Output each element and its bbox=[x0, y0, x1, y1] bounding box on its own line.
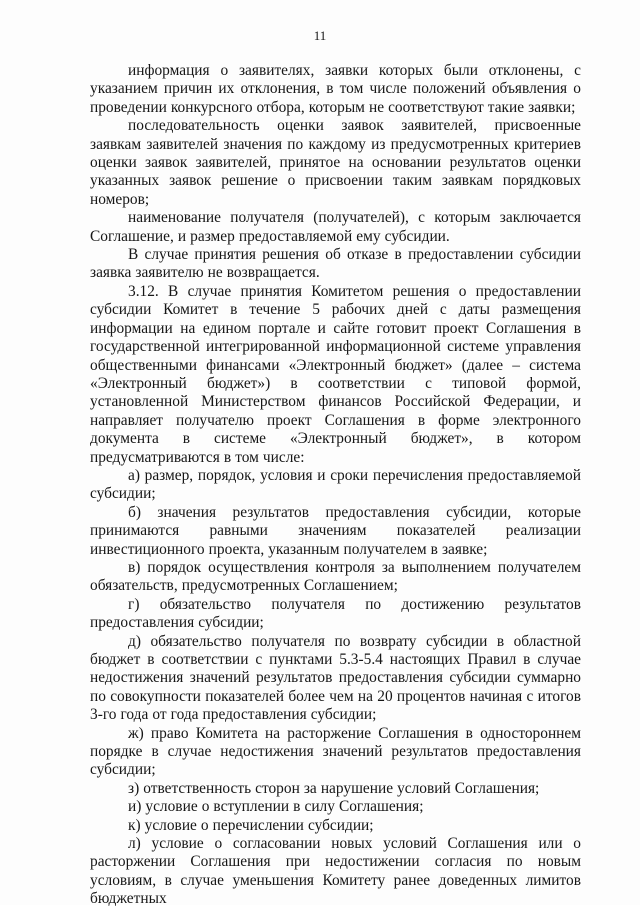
list-item-k: к) условие о перечислении субсидии; bbox=[128, 816, 374, 834]
paragraph-section-3-12: 3.12. В случае принятия Комитетом решения о предоставлении субсидии Комитет в течение 5 рабочих дней с даты размещения информации на едином портале и сайте готовит проект Соглашения в государственной интегрированной информационной системе управления общественными финансами «Электронный бюджет» (далее – система «Электронный бюджет») в соответствии с типовой формой, установленной Министерством финансов Российской Федерации, и направляет получателю проект Соглашения в форме электронного документа в системе «Электронный бюджет», в котором предусматриваются в том числе: bbox=[90, 282, 581, 466]
list-item-z: з) ответственность сторон за нарушение условий Соглашения; bbox=[128, 779, 540, 797]
document-body bbox=[90, 62, 581, 909]
list-item-zh: ж) право Комитета на расторжение Соглашения в одностороннем порядке в случае недостижения значений результатов предоставления субсидии; bbox=[90, 724, 581, 779]
list-item-l: л) условие о согласовании новых условий Соглашения или о расторжении Соглашения при недостижении согласия по новым условиям, в случае уменьшения Комитету ранее доведенных лимитов бюджетных bbox=[90, 835, 581, 908]
paragraph-evaluation-sequence: последовательность оценки заявок заявителей, присвоенные заявкам заявителей значения по каждому из предусмотренных критериев оценки заявок заявителей, принятое на основании результатов оценки указанных заявок решение о присвоении таким заявкам порядковых номеров; bbox=[90, 117, 581, 208]
list-item-i: и) условие о вступлении в силу Соглашения; bbox=[128, 798, 424, 816]
paragraph-rejected-applicants-info: информация о заявителях, заявки которых были отклонены, с указанием причин их отклонения, в том числе положений объявления о проведении конкурсного отбора, которым не соответствуют такие заявки; bbox=[90, 62, 581, 116]
list-item-v: в) порядок осуществления контроля за выполнением получателем обязательств, предусмотренных Соглашением; bbox=[90, 558, 581, 595]
page-number: 11 bbox=[313, 28, 327, 43]
list-item-g: г) обязательство получателя по достижению результатов предоставления субсидии; bbox=[90, 595, 581, 632]
list-item-d: д) обязательство получателя по возврату субсидии в областной бюджет в соответствии с пунктами 5.3-5.4 настоящих Правил в случае недостижения значений результатов предоставления субсидии суммарно по совокупности показателей более чем на 20 процентов начиная с итогов 3-го года от года предоставления субсидии; bbox=[90, 632, 581, 724]
list-item-b: б) значения результатов предоставления субсидии, которые принимаются равными значениям показателей реализации инвестиционного проекта, указанным получателем в заявке; bbox=[90, 503, 581, 558]
paragraph-refusal-case: В случае принятия решения об отказе в предоставлении субсидии заявка заявителю не возвращается. bbox=[90, 246, 581, 282]
list-item-a: а) размер, порядок, условия и сроки перечисления предоставляемой субсидии; bbox=[90, 466, 581, 503]
paragraph-recipient-name: наименование получателя (получателей), с которым заключается Соглашение, и размер предоставляемой ему субсидии. bbox=[90, 209, 581, 245]
